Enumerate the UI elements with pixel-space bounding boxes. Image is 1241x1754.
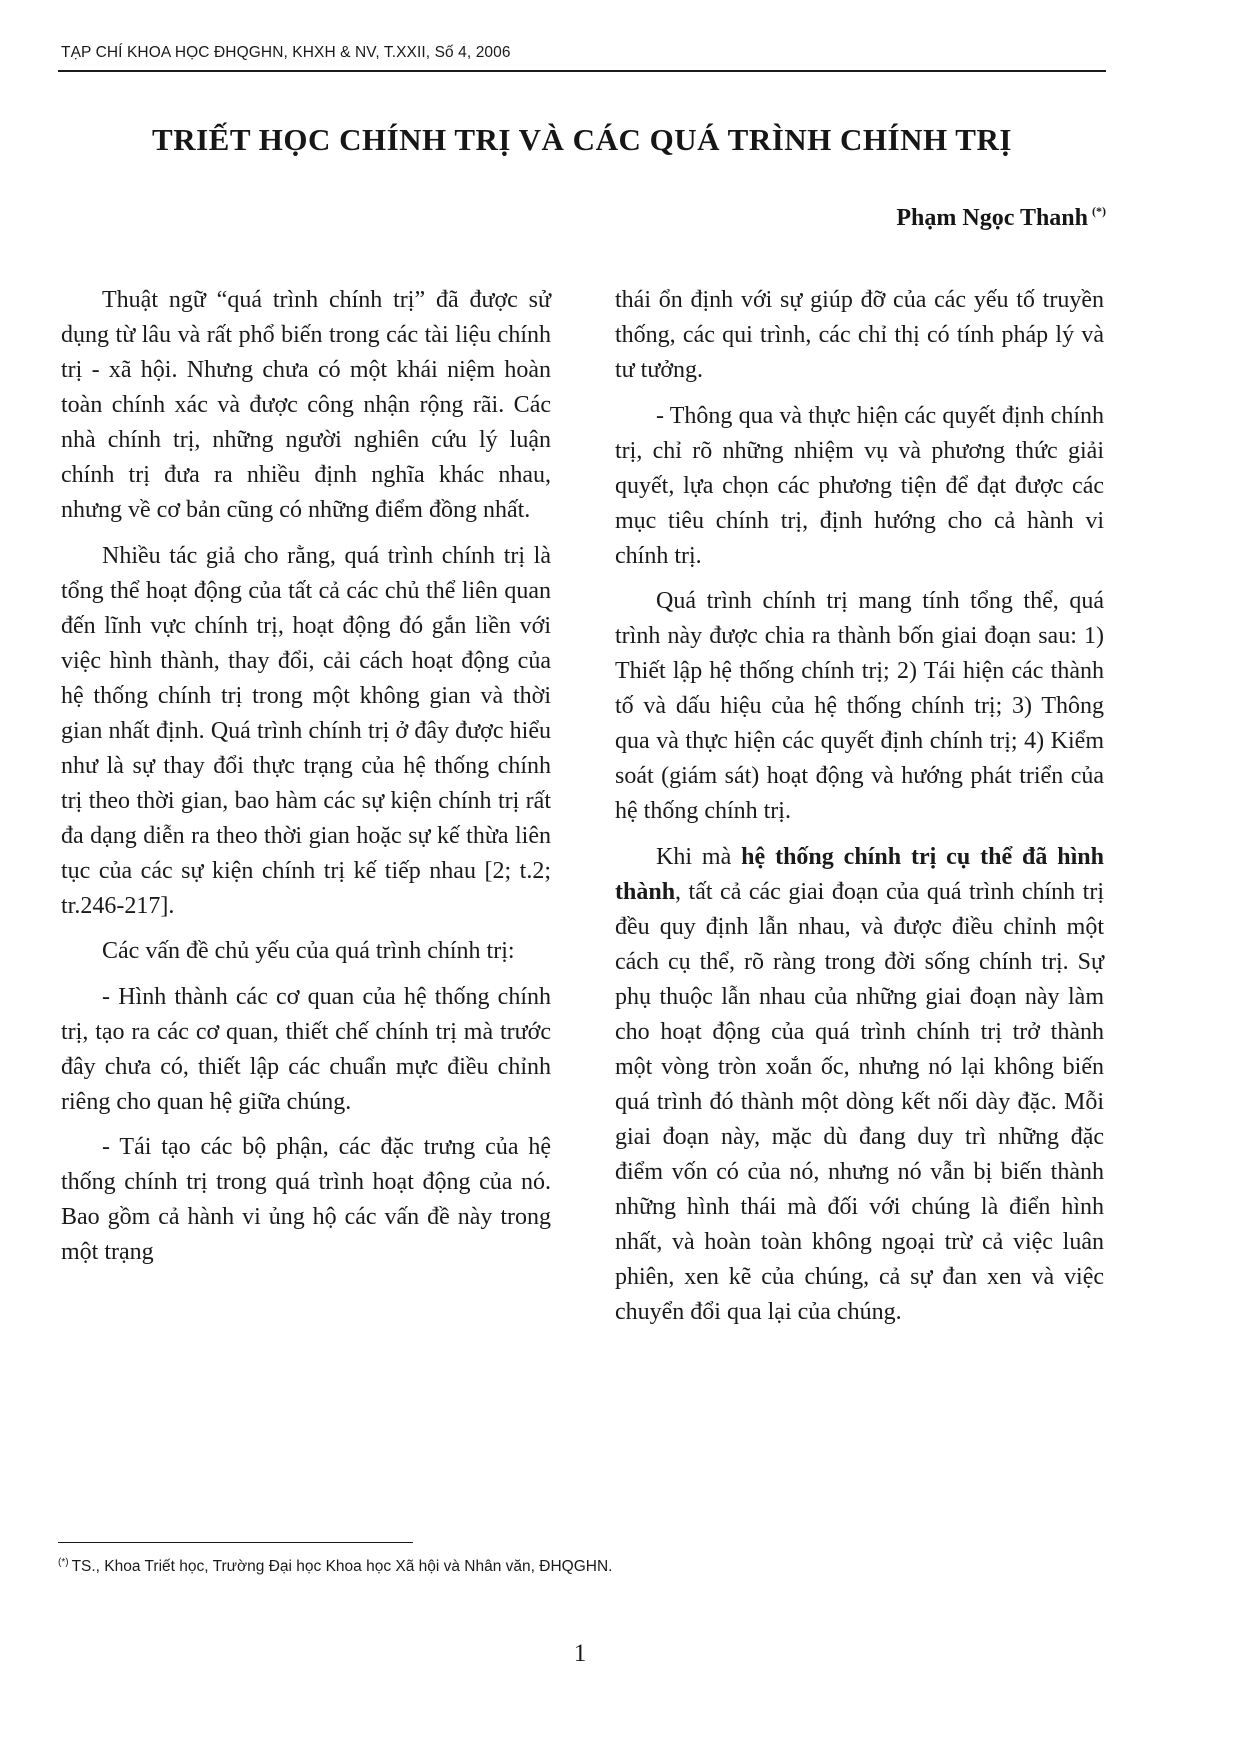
header-rule [58, 70, 1106, 72]
footnote [58, 1557, 1058, 1576]
right-paragraph-3: Quá trình chính trị mang tính tổng thể, quá trình này được chia ra thành bốn giai đoạn sau: 1) Thiết lập hệ thống chính trị; 2) Tái hiện các thành tố và dấu hiệu của hệ thống chính trị; 3) Thông qua và thực hiện các quyết định chính trị; 4) Kiểm soát (giám sát) hoạt động và hướng phát triển của hệ thống chính trị. [615, 588, 1104, 824]
left-paragraph-4: - Hình thành các cơ quan của hệ thống chính trị, tạo ra các cơ quan, thiết chế chính trị mà trước đây chưa có, thiết lập các chuẩn mực điều chỉnh riêng cho quan hệ giữa chúng. [61, 983, 551, 1115]
left-column [61, 283, 551, 1281]
left-paragraph-2: Nhiều tác giả cho rằng, quá trình chính trị là tổng thể hoạt động của tất cả các chủ thể liên quan đến lĩnh vực chính trị, hoạt động đó gắn liền với việc hình thành, thay đổi, cải cách hoạt động của hệ thống chính trị trong một không gian và thời gian nhất định. Quá trình chính trị ở đây được hiểu như là sự thay đổi thực trạng của hệ thống chính trị theo thời gian, bao hàm các sự kiện chính trị rất đa dạng diễn ra theo thời gian hoặc sự kế thừa liên tục của các sự kiện chính trị kế tiếp nhau [2; t.2; tr.246-217]. [61, 542, 551, 919]
right-paragraph-2: - Thông qua và thực hiện các quyết định chính trị, chỉ rõ những nhiệm vụ và phương thức giải quyết, lựa chọn các phương tiện để đạt được các mục tiêu chính trị, định hướng cho cả hành vi chính trị. [615, 402, 1104, 569]
right-paragraph-4-lead: Khi mà [656, 843, 742, 870]
right-paragraph-4-rest: , tất cả các giai đoạn của quá trình chính trị đều quy định lẫn nhau, và được điều chỉnh một cách cụ thể, rõ ràng trong đời sống chính trị. Sự phụ thuộc lẫn nhau của những giai đoạn này làm cho hoạt động của quá trình chính trị trở thành một vòng tròn xoắn ốc, nhưng nó lại không biến quá trình đó thành một dòng kết nối dày đặc. Mỗi giai đoạn này, mặc dù đang duy trì những đặc điểm vốn có của nó, nhưng nó vẫn bị biến thành những hình thái mà đối với chúng là điển hình nhất, và hoàn toàn không ngoại trừ cả việc luân phiên, xen kẽ của chúng, cả sự đan xen và việc chuyển đổi qua lại của chúng. [615, 878, 1104, 1325]
right-paragraph-4-bold: hệ thống chính trị cụ thể đã hình thành [615, 843, 1104, 905]
left-paragraph-5: - Tái tạo các bộ phận, các đặc trưng của hệ thống chính trị trong quá trình hoạt động của nó. Bao gồm cả hành vi ủng hộ các vấn đề này trong một trạng [61, 1134, 551, 1265]
footnote-rule [58, 1542, 413, 1543]
author-footnote-mark: (*) [1092, 204, 1106, 218]
author-line [780, 204, 1106, 232]
right-paragraph-1: thái ổn định với sự giúp đỡ của các yếu tố truyền thống, các qui trình, các chỉ thị có tính pháp lý và tư tưởng. [615, 287, 1104, 383]
right-column [615, 283, 1104, 1340]
footnote-mark: (*) [58, 1557, 69, 1568]
footnote-text: TS., Khoa Triết học, Trường Đại học Khoa học Xã hội và Nhân văn, ĐHQGHN. [71, 1558, 613, 1575]
page-number: 1 [573, 1640, 587, 1667]
left-paragraph-3: Các vấn đề chủ yếu của quá trình chính trị: [102, 938, 515, 964]
article-title: TRIẾT HỌC CHÍNH TRỊ VÀ CÁC QUÁ TRÌNH CHÍNH TRỊ [152, 122, 1012, 157]
journal-header: TẠP CHÍ KHOA HỌC ĐHQGHN, KHXH & NV, T.XXII, Số 4, 2006 [61, 44, 511, 61]
right-paragraph-4 [615, 840, 1104, 1330]
author-name: Phạm Ngọc Thanh [896, 205, 1088, 231]
left-paragraph-1: Thuật ngữ “quá trình chính trị” đã được sử dụng từ lâu và rất phổ biến trong các tài liệu chính trị - xã hội. Nhưng chưa có một khái niệm hoàn toàn chính xác và được công nhận rộng rãi. Các nhà chính trị, những người nghiên cứu lý luận chính trị đưa ra nhiều định nghĩa khác nhau, nhưng về cơ bản cũng có những điểm đồng nhất. [61, 287, 551, 523]
